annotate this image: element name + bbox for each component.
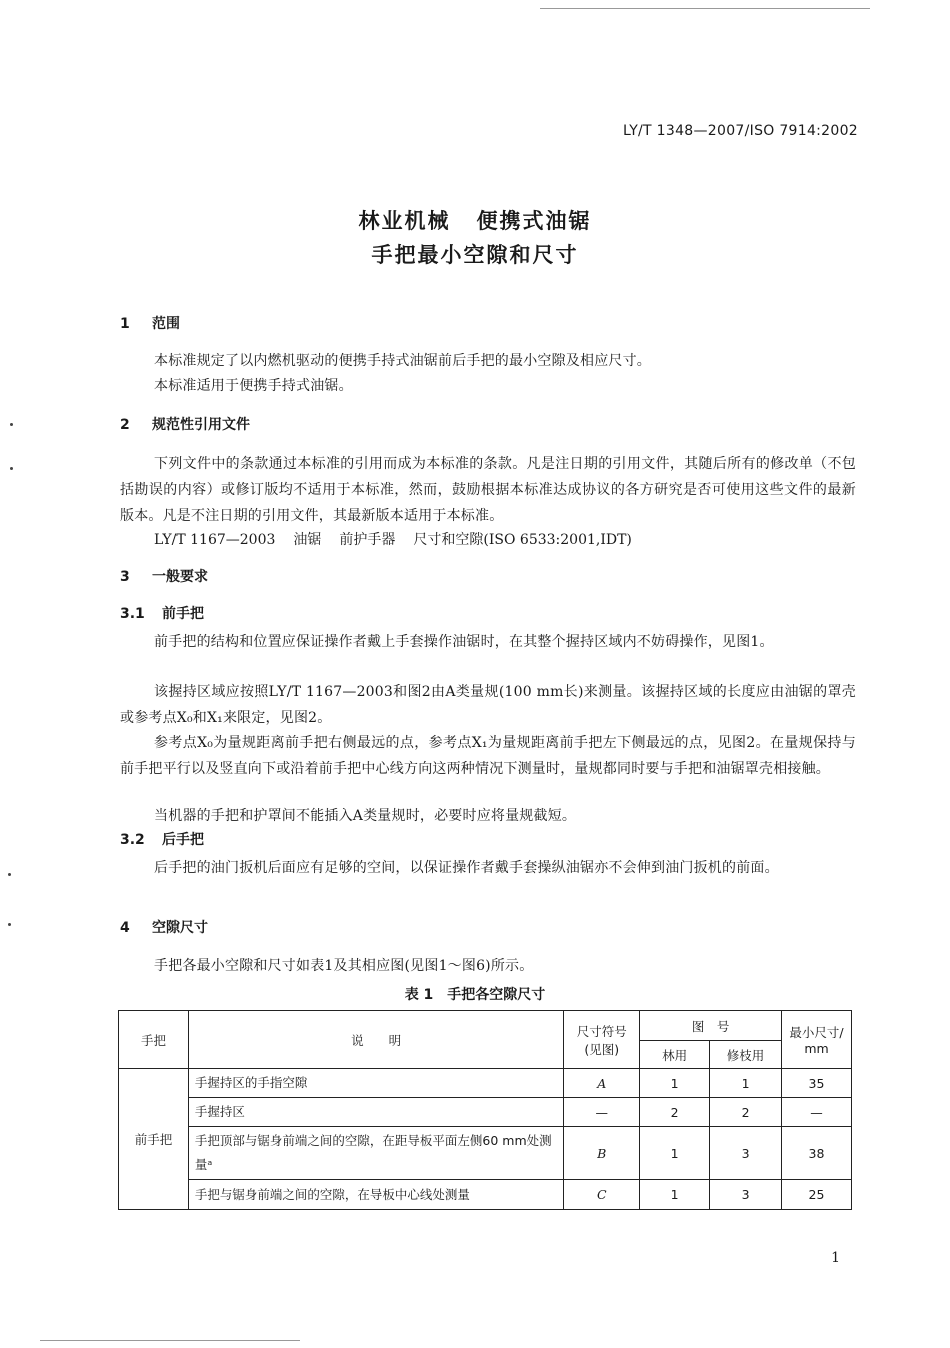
standard-code: LY/T 1348—2007/ISO 7914:2002 bbox=[622, 123, 858, 139]
title-part-a: 林业机械 bbox=[358, 209, 451, 233]
table-caption: 表 1 手把各空隙尺寸 bbox=[404, 987, 546, 1003]
row-min: 25 bbox=[782, 1180, 852, 1210]
row-forest: 1 bbox=[640, 1127, 710, 1180]
row-min: — bbox=[782, 1098, 852, 1127]
header-symbol: 尺寸符号 (见图) bbox=[564, 1011, 640, 1069]
row-symbol: A bbox=[564, 1069, 640, 1098]
scan-dot bbox=[10, 467, 13, 470]
row-min: 35 bbox=[782, 1069, 852, 1098]
row-symbol: B bbox=[564, 1127, 640, 1180]
scan-dot bbox=[8, 873, 11, 876]
page-number: 1 bbox=[831, 1250, 840, 1266]
table-header-row bbox=[119, 1011, 852, 1041]
row-symbol: — bbox=[564, 1098, 640, 1127]
scan-dot bbox=[8, 923, 11, 926]
row-forest: 2 bbox=[640, 1098, 710, 1127]
section-3-1-para-1: 前手把的结构和位置应保证操作者戴上手套操作油锯时，在其整个握持区域内不妨碍操作，见图1。 bbox=[154, 634, 774, 650]
section-3-1-para-3: 参考点X₀为量规距离前手把右侧最远的点，参考点X₁为量规距离前手把左下侧最远的点，见图2。在量规保持与前手把平行以及竖直向下或沿着前手把中心线方向这两种情况下测量时，量规都同时要与手把和油锯罩壳相接触。 bbox=[120, 735, 856, 777]
section-3-heading: 3 一般要求 bbox=[120, 569, 208, 585]
header-pruning: 修枝用 bbox=[710, 1041, 782, 1069]
section-1-heading: 1 范围 bbox=[120, 316, 180, 332]
header-description: 说 明 bbox=[188, 1011, 563, 1069]
row-pruning: 3 bbox=[710, 1180, 782, 1210]
row-forest: 1 bbox=[640, 1180, 710, 1210]
table-row bbox=[119, 1127, 852, 1180]
scan-artifact-bottom bbox=[40, 1340, 300, 1341]
section-1-para-2: 本标准适用于便携手持式油锯。 bbox=[154, 378, 353, 394]
row-description: 手握持区的手指空隙 bbox=[188, 1069, 563, 1098]
section-3-2-para-1: 后手把的油门扳机后面应有足够的空间，以保证操作者戴手套操纵油锯亦不会伸到油门扳机的前面。 bbox=[154, 860, 779, 876]
table-row bbox=[119, 1098, 852, 1127]
section-3-1-heading: 3.1 前手把 bbox=[120, 606, 204, 622]
row-pruning: 3 bbox=[710, 1127, 782, 1180]
scan-dot bbox=[10, 423, 13, 426]
section-2-heading: 2 规范性引用文件 bbox=[120, 417, 250, 433]
section-4-para-1: 手把各最小空隙和尺寸如表1及其相应图(见图1～图6)所示。 bbox=[154, 958, 534, 974]
normative-reference: LY/T 1167—2003 油锯 前护手器 尺寸和空隙(ISO 6533:2001,IDT) bbox=[154, 532, 632, 548]
header-min-size: 最小尺寸/ mm bbox=[782, 1011, 852, 1069]
row-min: 38 bbox=[782, 1127, 852, 1180]
title-part-b: 便携式油锯 bbox=[476, 209, 592, 233]
row-description: 手握持区 bbox=[188, 1098, 563, 1127]
clearance-table bbox=[118, 1010, 852, 1210]
scan-artifact-top bbox=[540, 8, 870, 9]
document-title-line2: 手把最小空隙和尺寸 bbox=[371, 243, 579, 267]
row-forest: 1 bbox=[640, 1069, 710, 1098]
header-handle: 手把 bbox=[119, 1011, 189, 1069]
table-row bbox=[119, 1180, 852, 1210]
row-description: 手把顶部与锯身前端之间的空隙，在距导板平面左侧60 mm处测量ᵃ bbox=[188, 1127, 563, 1180]
row-pruning: 1 bbox=[710, 1069, 782, 1098]
section-3-2-heading: 3.2 后手把 bbox=[120, 832, 204, 848]
group-label: 前手把 bbox=[119, 1069, 189, 1210]
row-description: 手把与锯身前端之间的空隙，在导板中心线处测量 bbox=[188, 1180, 563, 1210]
row-pruning: 2 bbox=[710, 1098, 782, 1127]
document-title-line1 bbox=[0, 205, 950, 235]
section-4-heading: 4 空隙尺寸 bbox=[120, 920, 208, 936]
header-figure: 图 号 bbox=[640, 1011, 782, 1041]
table-row bbox=[119, 1069, 852, 1098]
section-3-1-para-2: 该握持区域应按照LY/T 1167—2003和图2由A类量规(100 mm长)来测量。该握持区域的长度应由油锯的罩壳或参考点X₀和X₁来限定，见图2。 bbox=[120, 684, 856, 726]
section-1-para-1: 本标准规定了以内燃机驱动的便携手持式油锯前后手把的最小空隙及相应尺寸。 bbox=[154, 353, 651, 369]
section-3-1-para-4: 当机器的手把和护罩间不能插入A类量规时，必要时应将量规截短。 bbox=[154, 808, 577, 824]
row-symbol: C bbox=[564, 1180, 640, 1210]
section-2-para-1: 下列文件中的条款通过本标准的引用而成为本标准的条款。凡是注日期的引用文件，其随后所有的修改单（不包括勘误的内容）或修订版均不适用于本标准，然而，鼓励根据本标准达成协议的各方研究是否可使用这些文件的最新版本。凡是不注日期的引用文件，其最新版本适用于本标准。 bbox=[120, 456, 856, 524]
header-forest: 林用 bbox=[640, 1041, 710, 1069]
